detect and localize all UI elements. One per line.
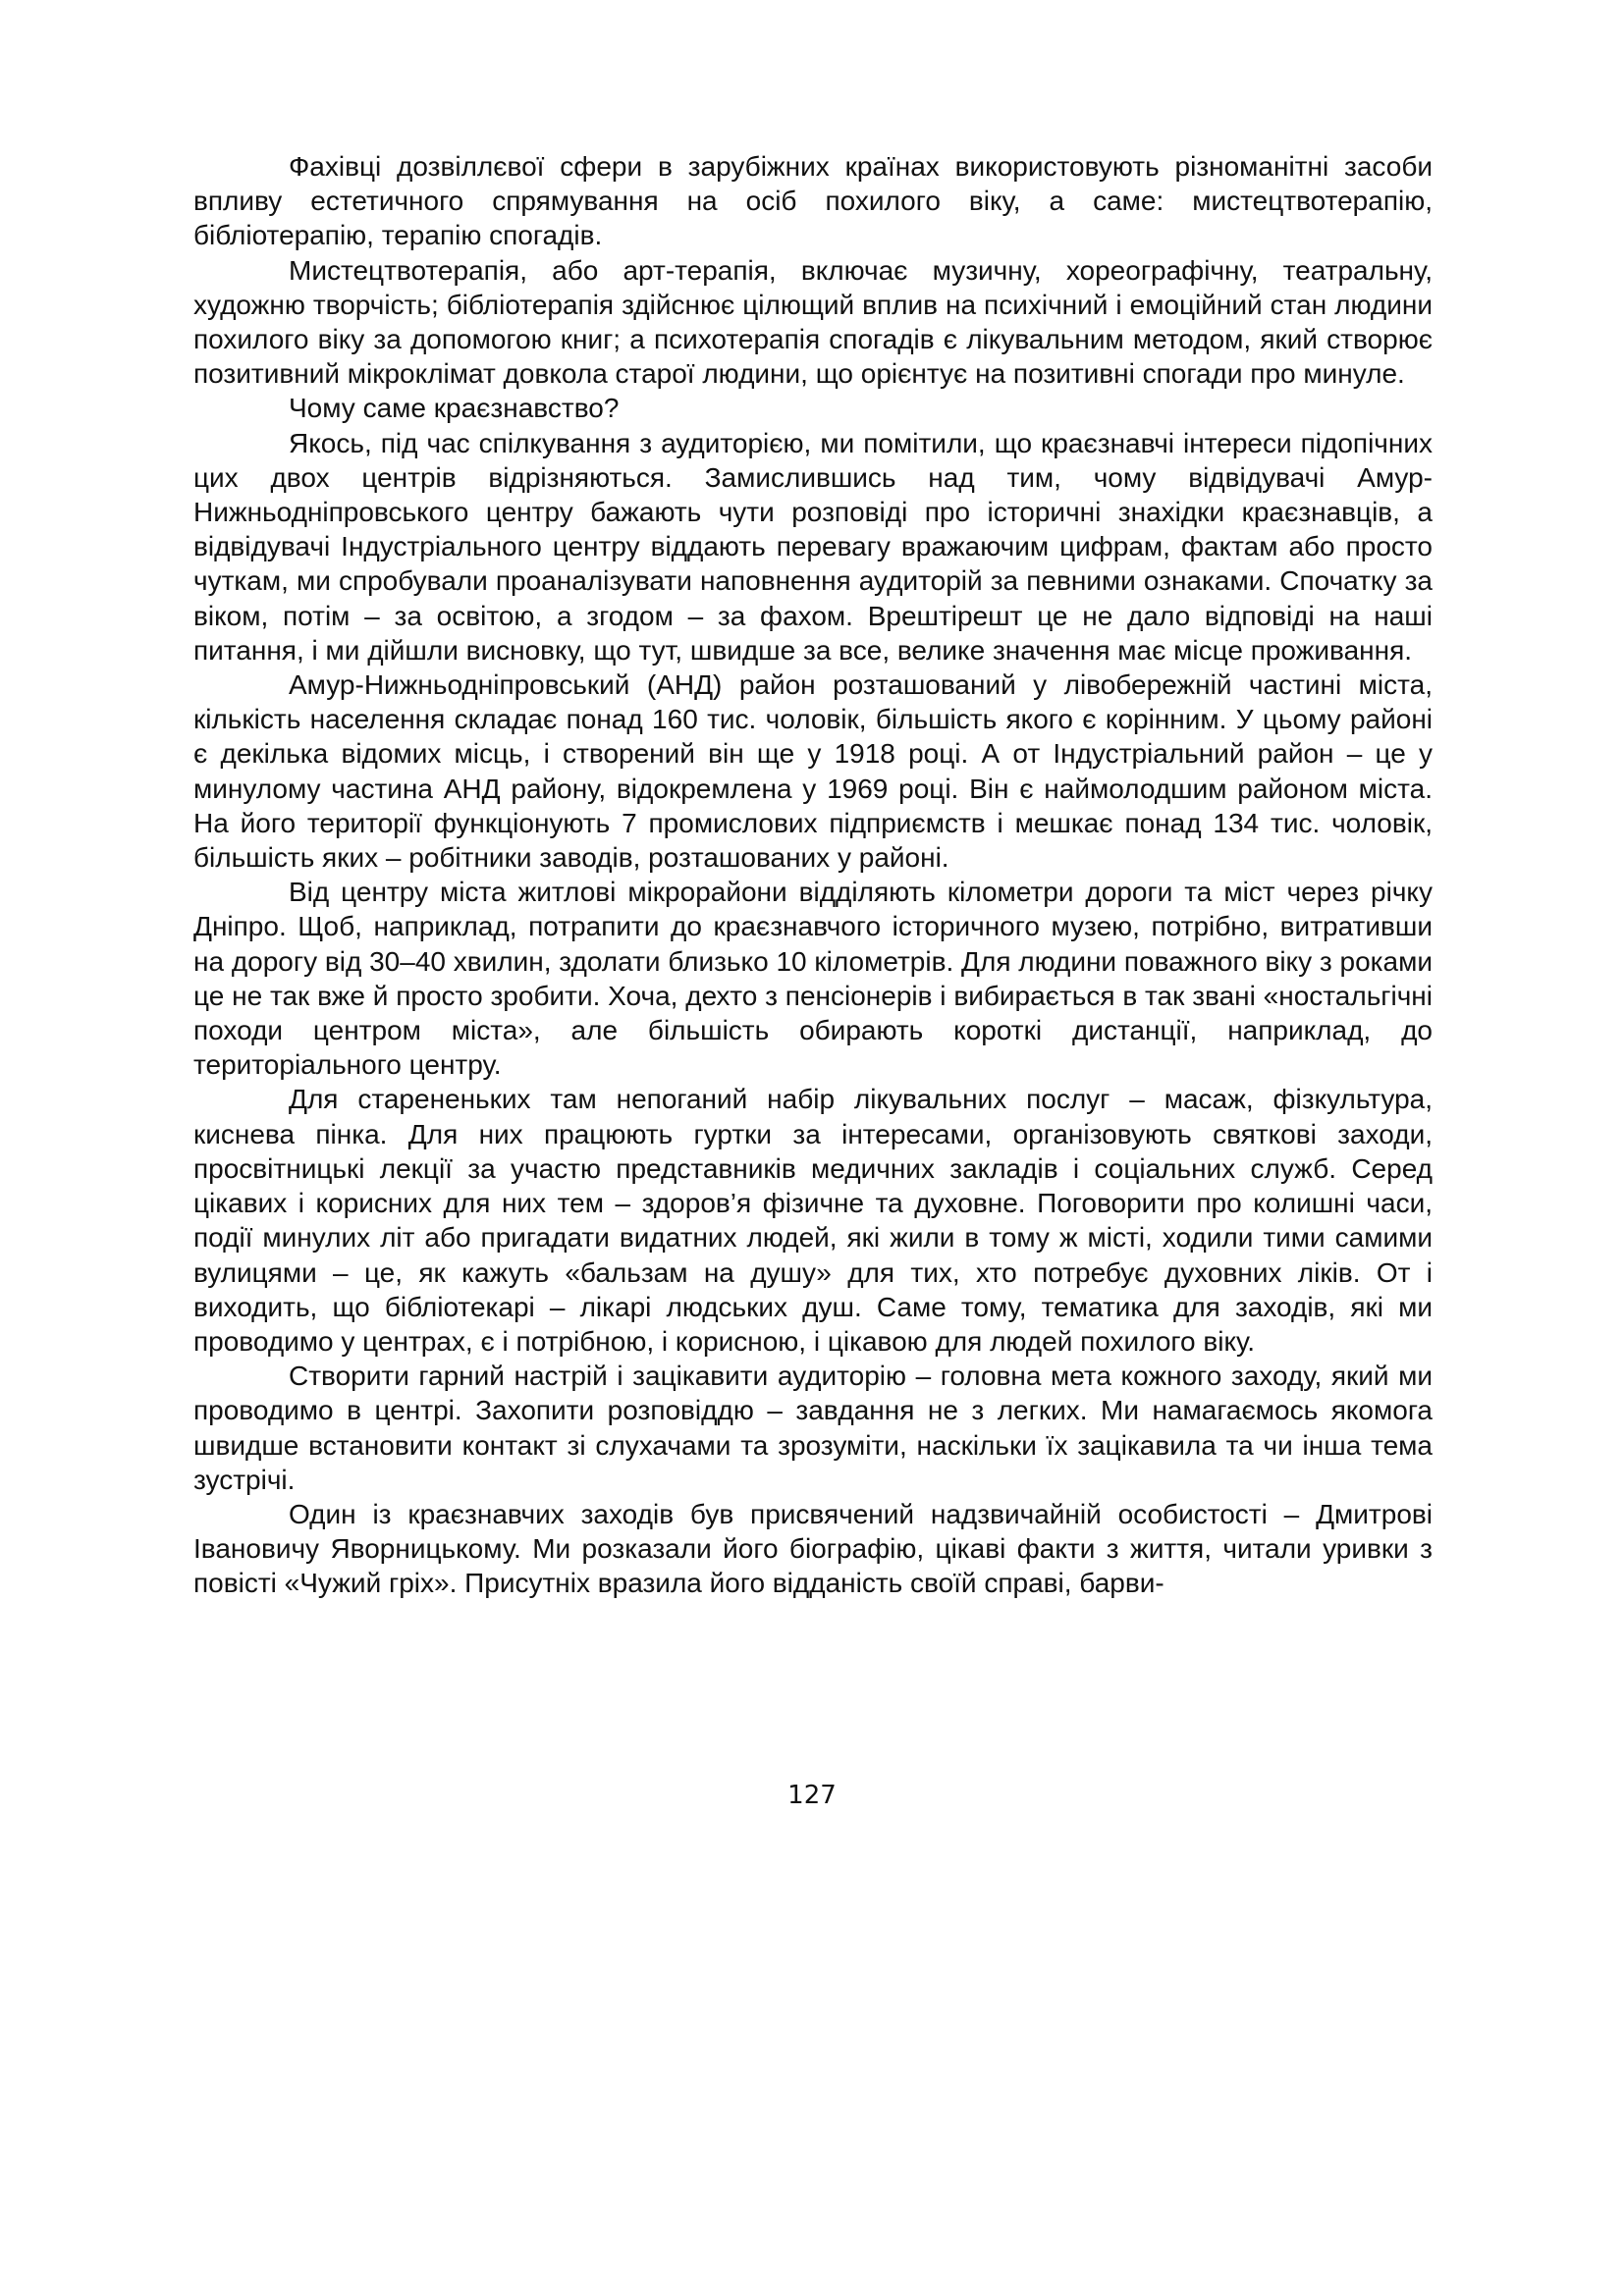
paragraph-4: Якось, під час спілкування з аудиторією, ми помітили, що краєзнавчі інтереси підопічних цих двох центрів відрізняються. Замислившись над тим, чому відвідувачі Амур-Нижньодніпровського центру бажають чути розповіді про історичні знахідки краєзнавців, а відвідувачі Індустріального центру віддають перевагу вражаючим цифрам, фактам або просто чуткам, ми спробували проаналізувати наповнення аудиторій за певними ознаками. Спочатку за віком, потім – за освітою, а згодом – за фахом. Врештірешт це не дало відповіді на наші питання, і ми дійшли висновку, що тут, швидше за все, велике значення має місце проживання. xyxy=(193,427,1433,666)
paragraph-1: Фахівці дозвіллєвої сфери в зарубіжних країнах використовують різноманітні засоби впливу естетичного спрямування на осіб похилого віку, а саме: мистецтвотерапію, бібліотерапію, терапію спогадів. xyxy=(193,151,1433,251)
paragraph-7: Для старененьких там непоганий набір лікувальних послуг – масаж, фізкультура, киснева пінка. Для них працюють гуртки за інтересами, організовують святкові заходи, просвітницькі лекції за участю представників медичних закладів і соціальних служб. Серед цікавих і корисних для них тем – здоров’я фізичне та духовне. Поговорити про колишні часи, події минулих літ або пригадати видатних людей, які жили в тому ж місті, ходили тими самими вулицями – це, як кажуть «бальзам на душу» для тих, хто потребує духовних ліків. От і виходить, що бібліотекарі – лікарі людських душ. Саме тому, тематика для заходів, які ми проводимо у центрах, є і потрібною, і корисною, і цікавою для людей похилого віку. xyxy=(193,1084,1433,1357)
paragraph-8: Створити гарний настрій і зацікавити аудиторію – головна мета кожного заходу, який ми проводимо в центрі. Захопити розповіддю – завдання не з легких. Ми намагаємось якомога швидше встановити контакт зі слухачами та зрозуміти, наскільки їх зацікавила та чи інша тема зустрічі. xyxy=(193,1361,1433,1495)
paragraph-2: Мистецтвотерапія, або арт-терапія, включає музичну, хореографічну, театральну, художню творчість; бібліотерапія здійснює цілющий вплив на психічний і емоційний стан людини похилого віку за допомогою книг; а психотерапія спогадів є лікувальним методом, який створює позитивний мікроклімат довкола старої людини, що орієнтує на позитивні спогади про минуле. xyxy=(193,254,1433,390)
paragraph-6: Від центру міста житлові мікрорайони відділяють кілометри дороги та міст через річку Дніпро. Щоб, наприклад, потрапити до краєзнавчого історичного музею, потрібно, витративши на дорогу від 30–40 хвилин, здолати близько 10 кілометрів. Для людини поважного віку з роками це не так вже й просто зробити. Хоча, дехто з пенсіонерів і вибирається в так звані «ностальгічні походи центром міста», але більшість обирають короткі дистанції, наприклад, до територіального центру. xyxy=(193,877,1433,1081)
page-number: 127 xyxy=(787,1781,837,1810)
body-text xyxy=(193,149,1433,1601)
paragraph-9: Один із краєзнавчих заходів був присвячений надзвичайній особистості – Дмитрові Івановичу Яворницькому. Ми розказали його біографію, цікаві факти з життя, читали уривки з повісті «Чужий гріх». Присутніх вразила його відданість своїй справі, барви- xyxy=(193,1498,1433,1599)
paragraph-3: Чому саме краєзнавство? xyxy=(289,393,620,424)
paragraph-5: Амур-Нижньодніпровський (АНД) район розташований у лівобережній частині міста, кількість населення складає понад 160 тис. чоловік, більшість якого є корінним. У цьому районі є декілька відомих місць, і створений він ще у 1918 році. А от Індустріальний район – це у минулому частина АНД району, відокремлена у 1969 році. Він є наймолодшим районом міста. На його території функціонують 7 промислових підприємств і мешкає понад 134 тис. чоловік, більшість яких – робітники заводів, розташованих у районі. xyxy=(193,669,1433,874)
